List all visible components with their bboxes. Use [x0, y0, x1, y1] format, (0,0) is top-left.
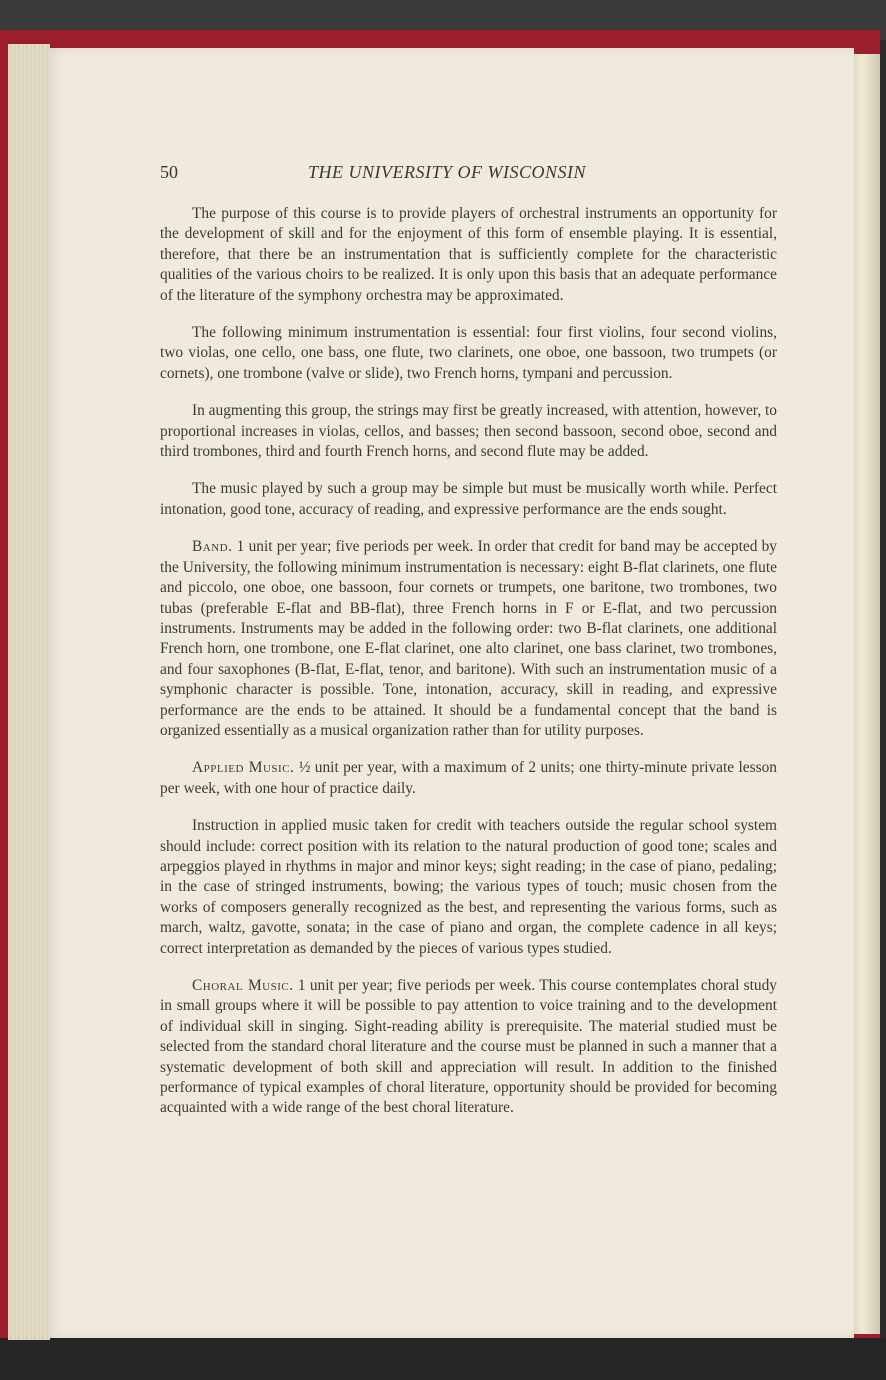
paragraph-applied-music-instruction: [160, 816, 777, 959]
paragraph-text: 1 unit per year; five periods per week. This course contemplates choral study in small groups where it will be possible to pay attention to voice training and to the development of individual skill in singing. Sight-reading ability is prerequisite. The material studied must be selected from the standard choral literature and the course must be planned in such a manner that a systematic development of both skill and appreciation will result. In addition to the finished performance of typical examples of choral literature, opportunity should be provided for becoming acquainted with a wide range of the best choral literature.: [160, 977, 777, 1117]
paragraph-applied-music: [160, 758, 777, 799]
paragraph-orchestra-music: [160, 479, 777, 520]
paragraph-text: 1 unit per year; five periods per week. In order that credit for band may be accepted by the University, the following minimum instrumentation is necessary: eight B-flat clarinets, one flute and piccolo, one oboe, one bassoon, four cornets or trumpets, one baritone, two trombones, two tubas (preferable E-flat and BB-flat), three French horns in F or E-flat, and two percussion instruments. Instruments may be added in the following order: two B-flat clarinets, one additional French horn, one trombone, one E-flat clarinet, one alto clarinet, one bass clarinet, two trombones, and four saxophones (B-flat, E-flat, tenor, and baritone). With such an instrumentation music of a symphonic character is possible. Tone, intonation, accuracy, skill in reading, and expressive performance are the ends to be attained. It should be a fundamental concept that the band is organized essentially as a musical organization rather than for utility purposes.: [160, 538, 777, 739]
paragraph-text: ½ unit per year, with a maximum of 2 units; one thirty-minute private lesson per week, with one hour of practice daily.: [160, 759, 777, 797]
paragraph-text: In augmenting this group, the strings may first be greatly increased, with attention, however, to proportional increases in violas, cellos, and basses; then second bassoon, second oboe, second and third trombones, third and fourth French horns, and second flute may be added.: [160, 402, 777, 461]
scan-background-bottom: [0, 1338, 886, 1380]
paragraph-text: Instruction in applied music taken for credit with teachers outside the regular school system should include: correct position with its relation to the natural production of good tone; scales and arpeggios played in rhythms in major and minor keys; sight reading; in the case of piano, pedaling; in the case of stringed instruments, bowing; the various types of touch; music chosen from the works of composers generally recognized as the best, and representing the various forms, such as march, waltz, gavotte, sonata; in the case of piano and organ, the complete cadence in all keys; correct interpretation as demanded by the pieces of various types studied.: [160, 817, 777, 957]
page-edge-stack-left: [8, 44, 50, 1340]
paragraph-orchestra-instrumentation: [160, 323, 777, 384]
paragraph-text: The following minimum instrumentation is essential: four first violins, four second violins, two violas, one cello, one bass, one flute, two clarinets, one oboe, one bassoon, two trumpets (or cornets), one trombone (valve or slide), two French horns, tympani and percussion.: [160, 324, 777, 382]
section-heading-band: Band.: [192, 538, 233, 556]
paragraph-choral-music: [160, 976, 777, 1119]
page-body: [160, 204, 777, 1136]
page-number: 50: [160, 162, 178, 182]
section-heading-choral-music: Choral Music.: [192, 977, 294, 994]
section-heading-applied-music: Applied Music.: [192, 759, 295, 777]
paragraph-band: [160, 537, 777, 741]
page-edge-right: [850, 54, 880, 1334]
running-title: THE UNIVERSITY OF WISCONSIN: [308, 162, 586, 182]
paragraph-text: The music played by such a group may be simple but must be musically worth while. Perfect intonation, good tone, accuracy of reading, and expressive performance are the ends sought.: [160, 480, 777, 518]
running-header: [160, 160, 780, 188]
paragraph-orchestra-purpose: [160, 204, 777, 306]
paragraph-text: The purpose of this course is to provide players of orchestral instruments an opportunity for the development of skill and for the enjoyment of this form of ensemble playing. It is essential, therefore, that there be an instrumentation that is sufficiently complete for the characteristic qualities of the various choirs to be realized. It is only upon this basis that an adequate performance of the literature of the symphony orchestra may be approximated.: [160, 205, 777, 304]
paragraph-orchestra-augmenting: [160, 401, 777, 462]
